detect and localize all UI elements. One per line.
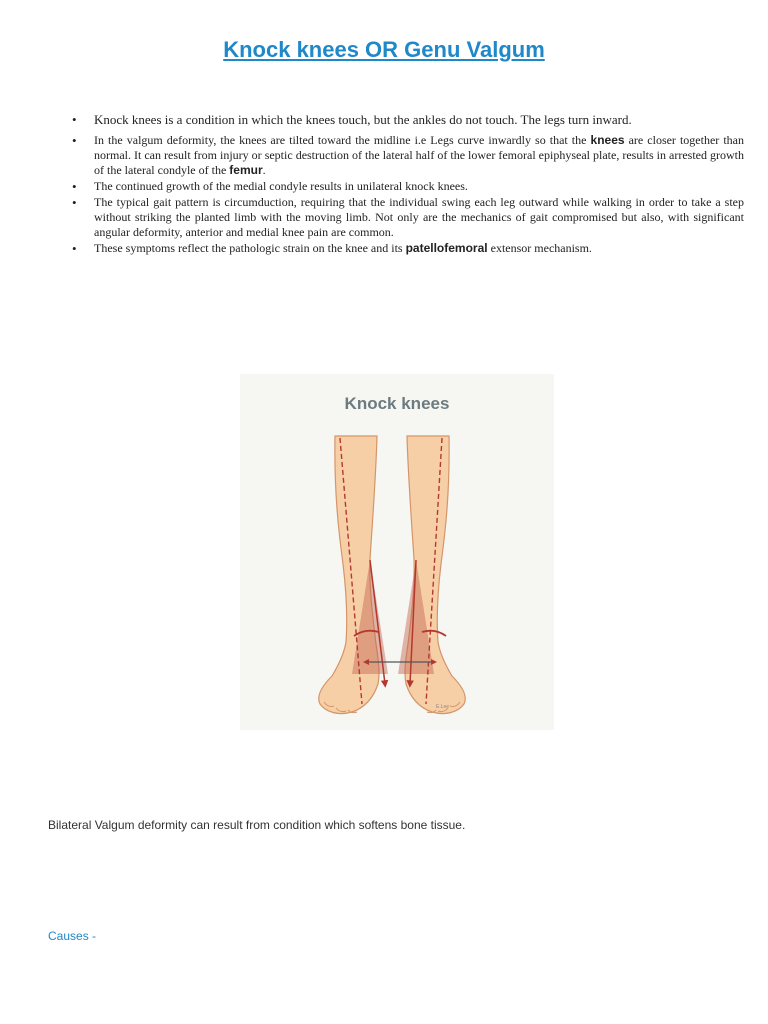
page-title: Knock knees OR Genu Valgum: [223, 37, 545, 62]
bullet-text: The typical gait pattern is circumduction, requiring that the individual swing each leg outward while walking in order to take a step without striking the planted limb with the moving limb. Not only are the mechanics of gait compromised but also, with significant angular deformity, anterior and medial knee pain are common.: [94, 195, 744, 239]
body-paragraph: Bilateral Valgum deformity can result from condition which softens bone tissue.: [48, 818, 466, 832]
causes-heading: Causes -: [48, 929, 97, 943]
list-item: [72, 195, 744, 240]
bullet-text: .: [262, 163, 266, 177]
figure-caption: Knock knees: [344, 394, 450, 413]
bullet-text: extensor mechanism.: [487, 241, 592, 255]
bullet-text: In the valgum deformity, the knees are tilted toward the midline i.e Legs curve inwardly so that the: [94, 133, 591, 147]
illustrator-signature: E.Lee: [436, 704, 450, 710]
list-item: [72, 112, 744, 127]
bullet-list: [72, 112, 744, 257]
list-item: [72, 241, 744, 256]
bullet-text: These symptoms reflect the pathologic strain on the knee and its: [94, 241, 406, 255]
knock-knees-illustration: [240, 374, 554, 730]
bullet-text: Knock knees is a condition in which the knees touch, but the ankles do not touch. The legs turn inward.: [94, 112, 632, 127]
bold-term-femur: femur: [229, 163, 263, 177]
bullet-text: are closer together than normal. It can result from injury or septic destruction of the lateral half of the lower femoral epiphyseal plate, results in arrested growth of the lateral condyle of the: [94, 133, 744, 177]
list-item: [72, 133, 744, 178]
bold-term-patellofemoral: patellofemoral: [405, 241, 488, 255]
bullet-text: The continued growth of the medial condyle results in unilateral knock knees.: [94, 179, 468, 193]
bold-term-knees: knees: [590, 133, 625, 147]
list-item: [72, 179, 744, 194]
